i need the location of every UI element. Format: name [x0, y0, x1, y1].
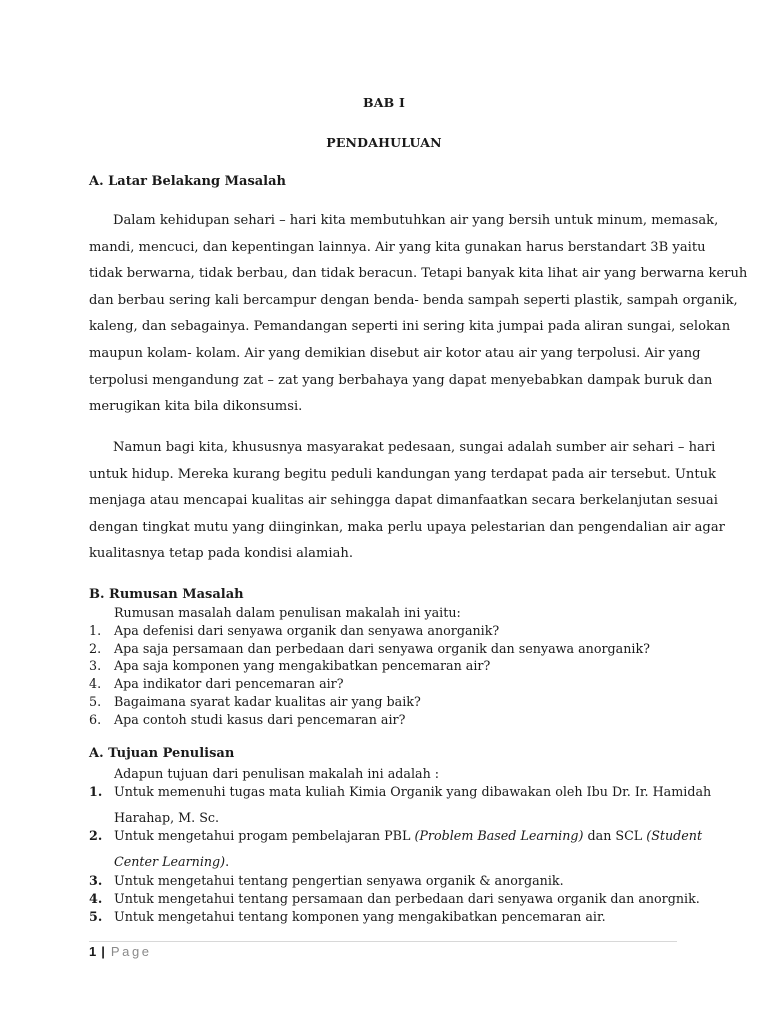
list-item-text: Apa saja persamaan dan perbedaan dari senyawa organik dan senyawa anorganik?: [114, 641, 650, 656]
paragraph-line: Namun bagi kita, khususnya masyarakat pedesaan, sungai adalah sumber air sehari – hari: [113, 440, 716, 455]
section-heading-tujuan: A. Tujuan Penulisan: [89, 746, 235, 761]
list-item-number: 5.: [89, 694, 102, 709]
paragraph-line: merugikan kita bila dikonsumsi.: [89, 399, 303, 415]
section-heading-rumusan: B. Rumusan Masalah: [89, 587, 244, 602]
section-heading-background: A. Latar Belakang Masalah: [89, 174, 286, 189]
list-item-text: Untuk mengetahui tentang pengertian senyawa organik & anorganik.: [114, 873, 564, 888]
list-item-text: Bagaimana syarat kadar kualitas air yang baik?: [114, 694, 421, 709]
list-item-number: 3.: [89, 658, 102, 673]
list-item-text: Apa contoh studi kasus dari pencemaran air?: [114, 712, 406, 727]
list-item-number: 1.: [89, 623, 102, 638]
paragraph-line: mandi, mencuci, dan kepentingan lainnya. Air yang kita gunakan harus berstandart 3B yaitu: [89, 239, 706, 255]
list-item-text: Untuk mengetahui tentang komponen yang mengakibatkan pencemaran air.: [114, 909, 606, 924]
paragraph-line: untuk hidup. Mereka kurang begitu peduli kandungan yang terdapat pada air tersebut. Untuk: [89, 466, 716, 482]
list-item-text-continued: Harahap, M. Sc.: [114, 810, 220, 825]
text-segment-italic: (Problem Based Learning): [414, 828, 584, 843]
paragraph-line: kualitasnya tetap pada kondisi alamiah.: [89, 546, 353, 562]
paragraph-line: Dalam kehidupan sehari – hari kita membutuhkan air yang bersih untuk minum, memasak,: [113, 213, 719, 228]
page-number: 1: [89, 944, 97, 959]
text-segment: .: [225, 854, 230, 869]
tujuan-intro: Adapun tujuan dari penulisan makalah ini adalah :: [114, 766, 440, 781]
list-item-text: Apa indikator dari pencemaran air?: [114, 676, 344, 691]
page-footer: [89, 944, 152, 959]
paragraph-line: dengan tingkat mutu yang diinginkan, maka perlu upaya pelestarian dan pengendalian air agar: [89, 519, 725, 535]
list-item-number: 5.: [89, 909, 103, 924]
paragraph-line: tidak berwarna, tidak berbau, dan tidak beracun. Tetapi banyak kita lihat air yang berwarna keruh: [89, 266, 748, 282]
chapter-number: BAB I: [362, 95, 406, 110]
list-item-text: [114, 828, 703, 843]
chapter-title: PENDAHULUAN: [326, 135, 442, 150]
text-segment-italic: (Student: [646, 828, 703, 843]
list-item-text: Untuk memenuhi tugas mata kuliah Kimia Organik yang dibawakan oleh Ibu Dr. Ir. Hamidah: [114, 784, 712, 799]
list-item-number: 4.: [89, 891, 103, 906]
text-segment: dan SCL: [583, 828, 647, 843]
paragraph-line: dan berbau sering kali bercampur dengan benda- benda sampah seperti plastik, sampah organik,: [89, 292, 738, 308]
footer-separator: |: [101, 944, 105, 959]
paragraph-line: menjaga atau mencapai kualitas air sehingga dapat dimanfaatkan secara berkelanjutan sesuai: [89, 493, 718, 509]
paragraph-background-2: [89, 435, 725, 568]
list-item-number: 2.: [89, 641, 102, 656]
list-item-text: Apa defenisi dari senyawa organik dan senyawa anorganik?: [114, 623, 500, 638]
page-label: Page: [110, 944, 152, 959]
list-item-number: 4.: [89, 676, 102, 691]
paragraph-line: kaleng, dan sebagainya. Pemandangan seperti ini sering kita jumpai pada aliran sungai, selokan: [89, 319, 731, 335]
list-item-number: 3.: [89, 873, 103, 888]
paragraph-background-1: [89, 208, 748, 421]
text-segment-italic: Center Learning): [114, 854, 226, 869]
list-item-number: 6.: [89, 712, 102, 727]
list-item-text-continued: [114, 854, 229, 869]
text-segment: Untuk mengetahui progam pembelajaran PBL: [114, 828, 415, 843]
footer-divider: [89, 941, 677, 942]
list-item-number: 1.: [89, 784, 103, 799]
rumusan-intro: Rumusan masalah dalam penulisan makalah ini yaitu:: [114, 605, 461, 620]
paragraph-line: terpolusi mengandung zat – zat yang berbahaya yang dapat menyebabkan dampak buruk dan: [89, 372, 713, 388]
paragraph-line: maupun kolam- kolam. Air yang demikian disebut air kotor atau air yang terpolusi. Air yang: [89, 345, 701, 361]
list-item-text: Untuk mengetahui tentang persamaan dan perbedaan dari senyawa organik dan anorgnik.: [114, 891, 700, 906]
list-item-number: 2.: [89, 828, 103, 843]
list-item-text: Apa saja komponen yang mengakibatkan pencemaran air?: [114, 658, 491, 673]
